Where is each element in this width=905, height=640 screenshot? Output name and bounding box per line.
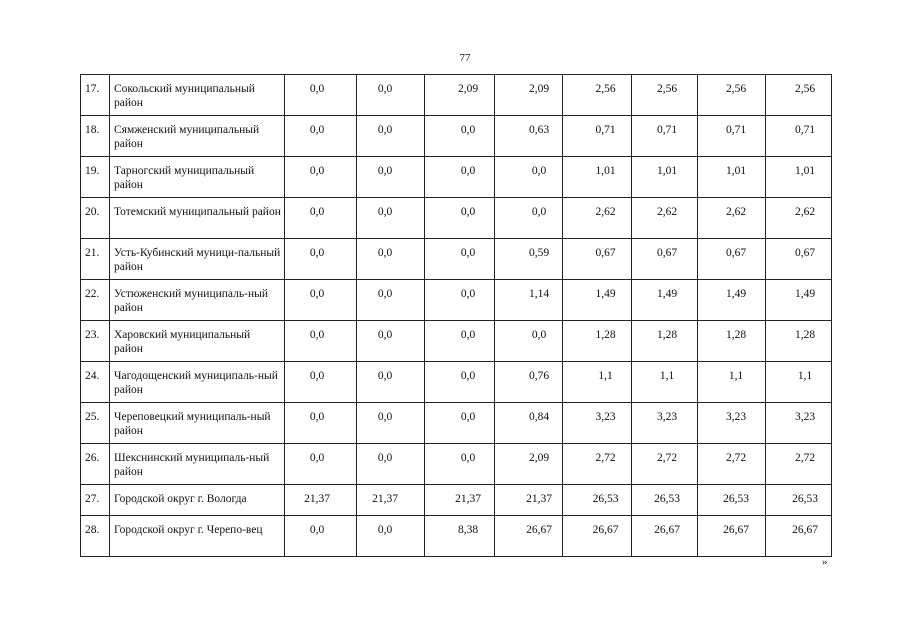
- table-row: [81, 157, 832, 198]
- value-cell: [495, 75, 563, 116]
- value-text: 1,28: [794, 329, 816, 341]
- value-cell: [285, 362, 357, 403]
- value-text: 0,0: [309, 124, 325, 136]
- value-cell: [357, 516, 425, 557]
- value-cell: [357, 403, 425, 444]
- row-number: 24.: [81, 362, 110, 403]
- district-name: Усть-Кубинский муници-пальный район: [110, 239, 285, 280]
- value-text: 2,09: [528, 83, 550, 95]
- value-text: 26,67: [592, 524, 619, 536]
- value-cell: [357, 116, 425, 157]
- value-cell: [632, 239, 698, 280]
- value-cell: [285, 157, 357, 198]
- value-text: 0,0: [460, 247, 476, 259]
- value-text: 26,67: [792, 524, 818, 536]
- value-text: 21,37: [526, 493, 552, 505]
- value-text: 2,72: [794, 452, 816, 464]
- value-text: 0,0: [377, 452, 393, 464]
- value-text: 0,0: [460, 370, 476, 382]
- value-text: 0,0: [531, 329, 547, 341]
- value-cell: [698, 157, 766, 198]
- value-cell: [495, 198, 563, 239]
- value-cell: [285, 485, 357, 516]
- value-cell: [563, 321, 632, 362]
- value-text: 1,01: [725, 165, 747, 177]
- value-text: 1,1: [728, 370, 744, 382]
- data-table: [80, 74, 832, 557]
- table-row: [81, 516, 832, 557]
- value-text: 0,59: [528, 247, 550, 259]
- value-text: 1,28: [725, 329, 747, 341]
- value-text: 0,0: [460, 165, 476, 177]
- value-text: 8,38: [457, 524, 479, 536]
- value-text: 2,72: [725, 452, 747, 464]
- value-text: 0,0: [309, 247, 325, 259]
- value-text: 2,62: [794, 206, 816, 218]
- value-cell: [632, 485, 698, 516]
- value-text: 0,0: [377, 411, 393, 423]
- value-text: 0,0: [309, 165, 325, 177]
- value-cell: [285, 116, 357, 157]
- value-cell: [632, 157, 698, 198]
- page-number: 77: [459, 52, 471, 64]
- value-cell: [285, 280, 357, 321]
- value-cell: [357, 321, 425, 362]
- value-text: 1,49: [595, 288, 616, 300]
- value-cell: [563, 362, 632, 403]
- value-text: 21,37: [372, 493, 398, 505]
- value-cell: [698, 485, 766, 516]
- value-cell: [563, 75, 632, 116]
- value-text: 2,56: [656, 83, 678, 95]
- value-text: 1,49: [725, 288, 747, 300]
- row-number: 18.: [81, 116, 110, 157]
- value-text: 2,09: [457, 83, 479, 95]
- value-text: 1,1: [797, 370, 813, 382]
- value-text: 2,56: [725, 83, 747, 95]
- value-text: 3,23: [656, 411, 678, 423]
- value-text: 0,0: [531, 165, 547, 177]
- value-cell: [563, 444, 632, 485]
- value-cell: [495, 321, 563, 362]
- district-name: Городской округ г. Вологда: [110, 485, 285, 516]
- district-name: Сямженский муниципальный район: [110, 116, 285, 157]
- value-text: 21,37: [304, 493, 330, 505]
- closing-quote-mark: »: [822, 556, 828, 568]
- value-cell: [766, 239, 832, 280]
- value-cell: [766, 75, 832, 116]
- value-cell: [766, 485, 832, 516]
- value-text: 0,71: [794, 124, 816, 136]
- value-cell: [632, 75, 698, 116]
- value-cell: [495, 239, 563, 280]
- value-text: 0,0: [460, 452, 476, 464]
- value-text: 26,67: [654, 524, 680, 536]
- value-cell: [425, 75, 495, 116]
- value-text: 0,76: [528, 370, 550, 382]
- value-text: 3,23: [725, 411, 747, 423]
- district-name: Городской округ г. Черепо-вец: [110, 516, 285, 557]
- value-cell: [425, 403, 495, 444]
- value-text: 0,0: [460, 206, 476, 218]
- value-text: 0,67: [725, 247, 747, 259]
- value-text: 0,0: [460, 411, 476, 423]
- table-row: [81, 321, 832, 362]
- value-text: 0,0: [377, 83, 393, 95]
- value-text: 3,23: [595, 411, 616, 423]
- value-cell: [357, 485, 425, 516]
- value-text: 2,62: [656, 206, 678, 218]
- value-text: 0,0: [309, 452, 325, 464]
- district-name: Тотемский муниципальный район: [110, 198, 285, 239]
- value-text: 1,49: [656, 288, 678, 300]
- value-text: 0,84: [528, 411, 550, 423]
- value-cell: [698, 516, 766, 557]
- value-text: 2,62: [595, 206, 616, 218]
- value-cell: [495, 444, 563, 485]
- value-text: 1,1: [659, 370, 675, 382]
- value-cell: [563, 157, 632, 198]
- value-text: 0,71: [656, 124, 678, 136]
- value-text: 0,0: [309, 524, 325, 536]
- value-cell: [766, 116, 832, 157]
- value-cell: [425, 516, 495, 557]
- table-row: [81, 444, 832, 485]
- value-cell: [563, 198, 632, 239]
- value-cell: [698, 362, 766, 403]
- value-cell: [495, 403, 563, 444]
- value-text: 1,28: [656, 329, 678, 341]
- value-text: 0,67: [595, 247, 616, 259]
- value-cell: [357, 75, 425, 116]
- value-cell: [425, 321, 495, 362]
- value-text: 3,23: [794, 411, 816, 423]
- value-text: 0,0: [309, 329, 325, 341]
- value-cell: [563, 116, 632, 157]
- table-row: [81, 362, 832, 403]
- row-number: 23.: [81, 321, 110, 362]
- table-row: [81, 198, 832, 239]
- value-cell: [563, 239, 632, 280]
- table-body: [81, 75, 832, 557]
- value-cell: [425, 157, 495, 198]
- table-row: [81, 75, 832, 116]
- value-text: 21,37: [455, 493, 481, 505]
- value-cell: [495, 362, 563, 403]
- value-cell: [285, 75, 357, 116]
- value-cell: [632, 321, 698, 362]
- value-cell: [357, 239, 425, 280]
- value-cell: [357, 280, 425, 321]
- value-cell: [698, 239, 766, 280]
- value-text: 0,0: [377, 288, 393, 300]
- value-cell: [357, 362, 425, 403]
- value-text: 0,0: [309, 206, 325, 218]
- value-cell: [698, 403, 766, 444]
- district-name: Чагодощенский муниципаль-ный район: [110, 362, 285, 403]
- value-text: 0,0: [531, 206, 547, 218]
- value-text: 1,01: [656, 165, 678, 177]
- value-cell: [698, 444, 766, 485]
- value-text: 0,0: [377, 124, 393, 136]
- value-cell: [563, 485, 632, 516]
- value-cell: [357, 157, 425, 198]
- value-text: 0,71: [725, 124, 747, 136]
- value-cell: [425, 239, 495, 280]
- value-cell: [698, 75, 766, 116]
- row-number: 17.: [81, 75, 110, 116]
- value-cell: [425, 362, 495, 403]
- value-cell: [698, 321, 766, 362]
- value-cell: [495, 485, 563, 516]
- value-cell: [632, 280, 698, 321]
- value-text: 0,67: [656, 247, 678, 259]
- value-text: 0,0: [377, 370, 393, 382]
- value-cell: [766, 198, 832, 239]
- row-number: 26.: [81, 444, 110, 485]
- value-cell: [563, 403, 632, 444]
- value-text: 26,67: [526, 524, 552, 536]
- value-text: 2,72: [595, 452, 616, 464]
- row-number: 25.: [81, 403, 110, 444]
- value-cell: [425, 280, 495, 321]
- value-text: 0,67: [794, 247, 816, 259]
- value-text: 2,72: [656, 452, 678, 464]
- table-row: [81, 485, 832, 516]
- value-cell: [357, 198, 425, 239]
- value-cell: [632, 516, 698, 557]
- value-cell: [285, 403, 357, 444]
- value-cell: [425, 444, 495, 485]
- value-text: 0,0: [377, 165, 393, 177]
- value-cell: [495, 280, 563, 321]
- value-text: 0,0: [377, 329, 393, 341]
- value-cell: [285, 444, 357, 485]
- value-cell: [766, 321, 832, 362]
- value-cell: [425, 198, 495, 239]
- value-text: 0,0: [377, 524, 393, 536]
- value-cell: [285, 239, 357, 280]
- value-cell: [285, 516, 357, 557]
- value-cell: [698, 116, 766, 157]
- value-text: 0,0: [460, 288, 476, 300]
- value-text: 0,0: [377, 247, 393, 259]
- value-cell: [632, 362, 698, 403]
- value-text: 2,56: [595, 83, 616, 95]
- value-cell: [632, 116, 698, 157]
- row-number: 19.: [81, 157, 110, 198]
- value-text: 0,0: [309, 83, 325, 95]
- value-text: 26,53: [592, 493, 619, 505]
- value-cell: [285, 321, 357, 362]
- district-name: Тарногский муниципальный район: [110, 157, 285, 198]
- value-cell: [285, 198, 357, 239]
- value-text: 2,62: [725, 206, 747, 218]
- value-cell: [425, 485, 495, 516]
- value-cell: [766, 280, 832, 321]
- value-text: 0,0: [377, 206, 393, 218]
- value-text: 2,09: [528, 452, 550, 464]
- value-text: 0,63: [528, 124, 550, 136]
- value-text: 1,49: [794, 288, 816, 300]
- value-text: 0,71: [595, 124, 616, 136]
- value-cell: [698, 280, 766, 321]
- value-cell: [766, 516, 832, 557]
- value-text: 2,56: [794, 83, 816, 95]
- table-row: [81, 403, 832, 444]
- value-cell: [698, 198, 766, 239]
- value-text: 1,01: [595, 165, 616, 177]
- row-number: 21.: [81, 239, 110, 280]
- value-text: 1,1: [598, 370, 613, 382]
- value-cell: [495, 157, 563, 198]
- value-text: 26,53: [792, 493, 818, 505]
- table-row: [81, 239, 832, 280]
- table-row: [81, 116, 832, 157]
- value-text: 26,53: [654, 493, 680, 505]
- row-number: 28.: [81, 516, 110, 557]
- value-cell: [766, 157, 832, 198]
- district-name: Устюженский муниципаль-ный район: [110, 280, 285, 321]
- value-text: 1,14: [528, 288, 550, 300]
- value-cell: [766, 362, 832, 403]
- value-text: 26,67: [723, 524, 749, 536]
- value-text: 0,0: [460, 329, 476, 341]
- value-cell: [563, 280, 632, 321]
- value-cell: [766, 403, 832, 444]
- value-text: 1,01: [794, 165, 816, 177]
- district-name: Шекснинский муниципаль-ный район: [110, 444, 285, 485]
- row-number: 22.: [81, 280, 110, 321]
- value-text: 0,0: [309, 411, 325, 423]
- row-number: 20.: [81, 198, 110, 239]
- value-cell: [495, 516, 563, 557]
- value-cell: [632, 444, 698, 485]
- table-row: [81, 280, 832, 321]
- value-text: 26,53: [723, 493, 749, 505]
- value-cell: [357, 444, 425, 485]
- value-cell: [495, 116, 563, 157]
- value-cell: [632, 198, 698, 239]
- value-text: 0,0: [309, 370, 325, 382]
- value-cell: [563, 516, 632, 557]
- value-cell: [425, 116, 495, 157]
- value-text: 0,0: [309, 288, 325, 300]
- district-name: Сокольский муниципальный район: [110, 75, 285, 116]
- district-name: Череповецкий муниципаль-ный район: [110, 403, 285, 444]
- value-text: 1,28: [595, 329, 616, 341]
- value-cell: [632, 403, 698, 444]
- row-number: 27.: [81, 485, 110, 516]
- value-text: 0,0: [460, 124, 476, 136]
- value-cell: [766, 444, 832, 485]
- district-name: Харовский муниципальный район: [110, 321, 285, 362]
